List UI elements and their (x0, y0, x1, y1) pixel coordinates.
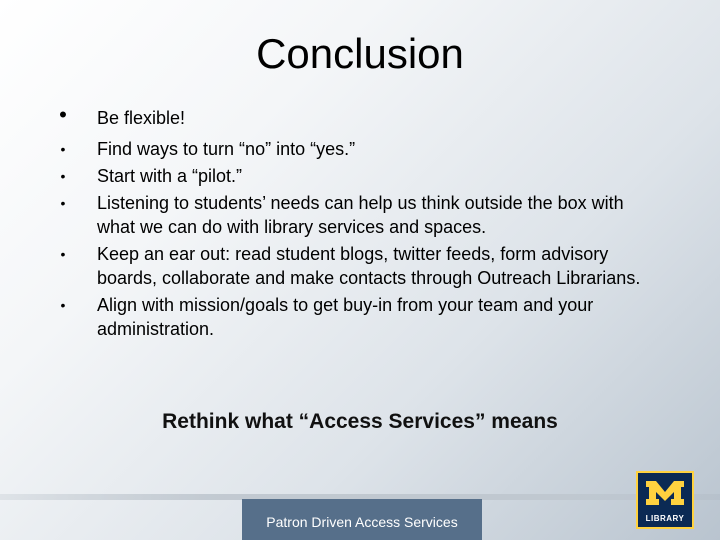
slide-title: Conclusion (256, 30, 464, 77)
bullet-icon: • (60, 195, 66, 211)
slide-tagline: Rethink what “Access Services” means (162, 410, 558, 433)
logo-text: LIBRARY (645, 514, 685, 523)
bullet-item (56, 137, 666, 161)
bullet-text: Align with mission/goals to get buy-in from your team and your administration. (97, 295, 594, 339)
bullet-text: Find ways to turn “no” into “yes.” (97, 139, 356, 159)
bullet-item (56, 191, 666, 239)
bullet-icon: • (60, 297, 66, 313)
bullet-text: Keep an ear out: read student blogs, twitter feeds, form advisory boards, collaborate and make contacts through Outreach Librarians. (97, 244, 641, 288)
bullet-text: Start with a “pilot.” (97, 166, 243, 186)
bullet-item (56, 164, 666, 188)
library-logo (636, 471, 694, 529)
bullet-icon: • (60, 168, 66, 184)
block-m-icon (644, 479, 686, 507)
bullet-item (56, 242, 666, 290)
footer-label-box (242, 499, 482, 540)
bullet-list (56, 102, 666, 344)
bullet-icon: • (60, 141, 66, 157)
bullet-text: Be flexible! (97, 108, 186, 128)
bullet-icon: • (59, 102, 67, 127)
bullet-text: Listening to students’ needs can help us think outside the box with what we can do with library services and spaces. (97, 193, 624, 237)
bullet-icon: • (60, 246, 66, 262)
bullet-item (56, 293, 666, 341)
footer-label: Patron Driven Access Services (266, 514, 458, 530)
bullet-item (56, 102, 666, 130)
